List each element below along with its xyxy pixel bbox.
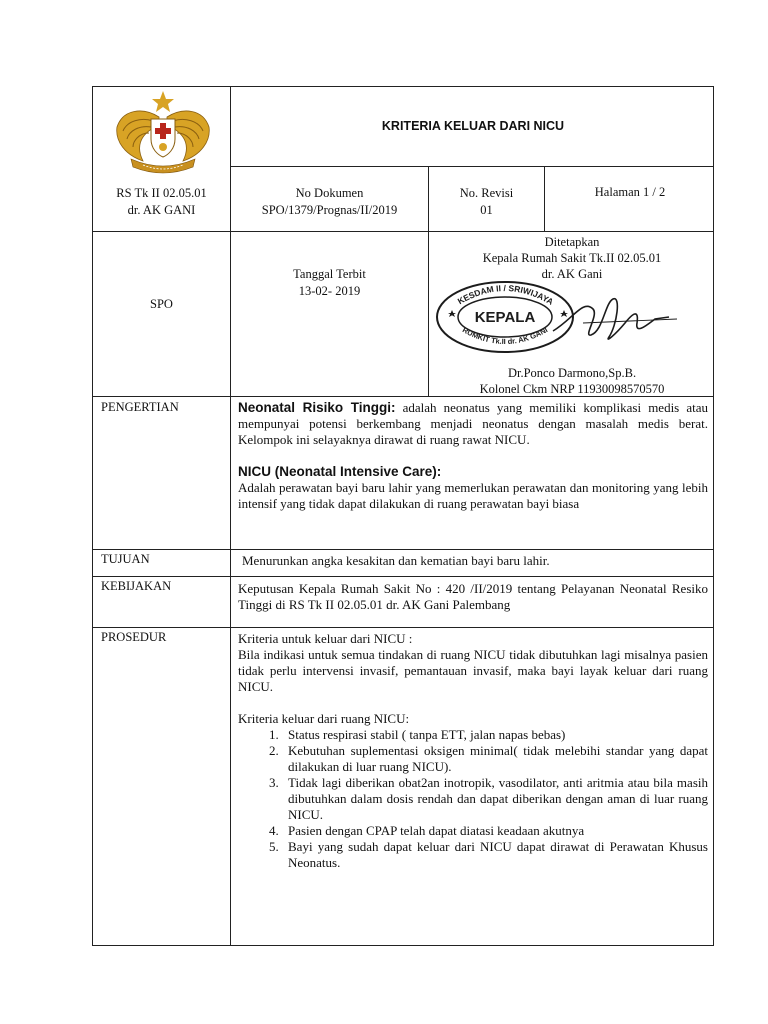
list-item: 5. Bayi yang sudah dapat keluar dari NICU dapat dirawat di Perawatan Khusus Neonatus.: [282, 839, 708, 871]
term-nicu: NICU (Neonatal Intensive Care):: [238, 464, 442, 479]
hospital-line-2: dr. AK GANI: [127, 203, 196, 217]
official-stamp: [433, 279, 693, 359]
approval-label: Ditetapkan: [544, 235, 600, 249]
list-item: 3. Tidak lagi diberikan obat2an inotropik, vasodilator, anti aritmia atau bila masih dibutuhkan dalam dosis rendah dan dapat diberikan dengan aman di luar ruang NICU.: [282, 775, 708, 823]
hospital-line-1: RS Tk II 02.05.01: [116, 186, 207, 200]
prosedur-list-heading: Kriteria keluar dari ruang NICU:: [238, 711, 410, 726]
hospital-name: [93, 185, 230, 219]
signer-name: Dr.Ponco Darmono,Sp.B.: [507, 366, 637, 380]
kebijakan-label: KEBIJAKAN: [101, 579, 172, 593]
svg-text:RUMKIT Tk.II dr. AK GANI: [461, 325, 549, 346]
official-stamp-and-signature: [433, 279, 693, 359]
page-number: Halaman 1 / 2: [594, 185, 666, 199]
row-divider: [93, 231, 714, 232]
pengertian-content: [238, 400, 708, 512]
list-item: 4. Pasien dengan CPAP telah dapat diatasi keadaan akutnya: [282, 823, 708, 839]
row-divider: [93, 576, 714, 577]
definition-nicu: Adalah perawatan bayi baru lahir yang memerlukan perawatan dan monitoring yang lebih intensif yang tidak dapat dilakukan di ruang perawatan bayi biasa: [238, 480, 708, 511]
stamp-top-text: KESDAM II / SRIWIJAYA: [455, 282, 556, 307]
spo-label: SPO: [150, 297, 173, 311]
prosedur-content: [238, 631, 708, 871]
approval-title: Kepala Rumah Sakit Tk.II 02.05.01: [482, 251, 662, 265]
kebijakan-content: Keputusan Kepala Rumah Sakit No : 420 /II/2019 tentang Pelayanan Neonatal Resiko Tinggi di RS Tk II 02.05.01 dr. AK Gani Palembang: [238, 581, 708, 612]
list-item: 1. Status respirasi stabil ( tanpa ETT, jalan napas bebas): [282, 727, 708, 743]
criteria-list: [238, 727, 708, 871]
row-divider: [230, 166, 714, 167]
doc-number-label: No Dokumen: [295, 186, 364, 200]
tujuan-label: TUJUAN: [101, 552, 150, 566]
approval-block: [429, 234, 715, 282]
revision-label: No. Revisi: [459, 186, 514, 200]
pengertian-label: PENGERTIAN: [101, 400, 179, 414]
signer-block: [429, 365, 715, 397]
issue-date: [231, 266, 428, 300]
prosedur-intro-heading: Kriteria untuk keluar dari NICU :: [238, 631, 413, 646]
stamp-bottom-text: RUMKIT Tk.II dr. AK GANI: [460, 325, 550, 347]
stamp-center-text: KEPALA: [474, 309, 536, 326]
issue-date-value: 13-02- 2019: [298, 284, 361, 298]
pengertian-def-1: [238, 400, 708, 448]
term-neonatal-risiko-tinggi: Neonatal Risiko Tinggi:: [238, 400, 396, 415]
kesdam-emblem-logo: [113, 89, 213, 179]
tujuan-content: Menurunkan angka kesakitan dan kematian bayi baru lahir.: [242, 553, 550, 568]
document-title: KRITERIA KELUAR DARI NICU: [381, 119, 565, 133]
list-item: 2. Kebutuhan suplementasi oksigen minimal( tidak melebihi standar yang dapat dilakukan di luar ruang NICU).: [282, 743, 708, 775]
revision-value: 01: [480, 203, 493, 217]
spo-document: [92, 86, 714, 946]
doc-number-value: SPO/1379/Prognas/II/2019: [261, 203, 398, 217]
hospital-logo: [113, 89, 213, 179]
revision-number: [429, 185, 544, 219]
prosedur-label: PROSEDUR: [101, 630, 167, 644]
issue-date-label: Tanggal Terbit: [293, 267, 366, 281]
definition-neonatal-risiko-tinggi: adalah neonatus yang memiliki komplikasi medis atau mempunyai potensi berkembang menjadi neonatus dengan masalah medis berat. Kelompok ini selayaknya dirawat di ruang rawat NICU.: [238, 400, 708, 447]
signer-rank: Kolonel Ckm NRP 11930098570570: [479, 382, 665, 396]
prosedur-intro-text: Bila indikasi untuk semua tindakan di ruang NICU tidak dibutuhkan lagi misalnya pasien tidak perlu intervensi invasif, pemantauan invasif, maka bayi layak keluar dari ruang NICU.: [238, 647, 708, 694]
approval-hospital: dr. AK Gani: [541, 267, 603, 281]
row-divider: [93, 549, 714, 550]
row-divider: [93, 627, 714, 628]
document-number: [231, 185, 428, 219]
